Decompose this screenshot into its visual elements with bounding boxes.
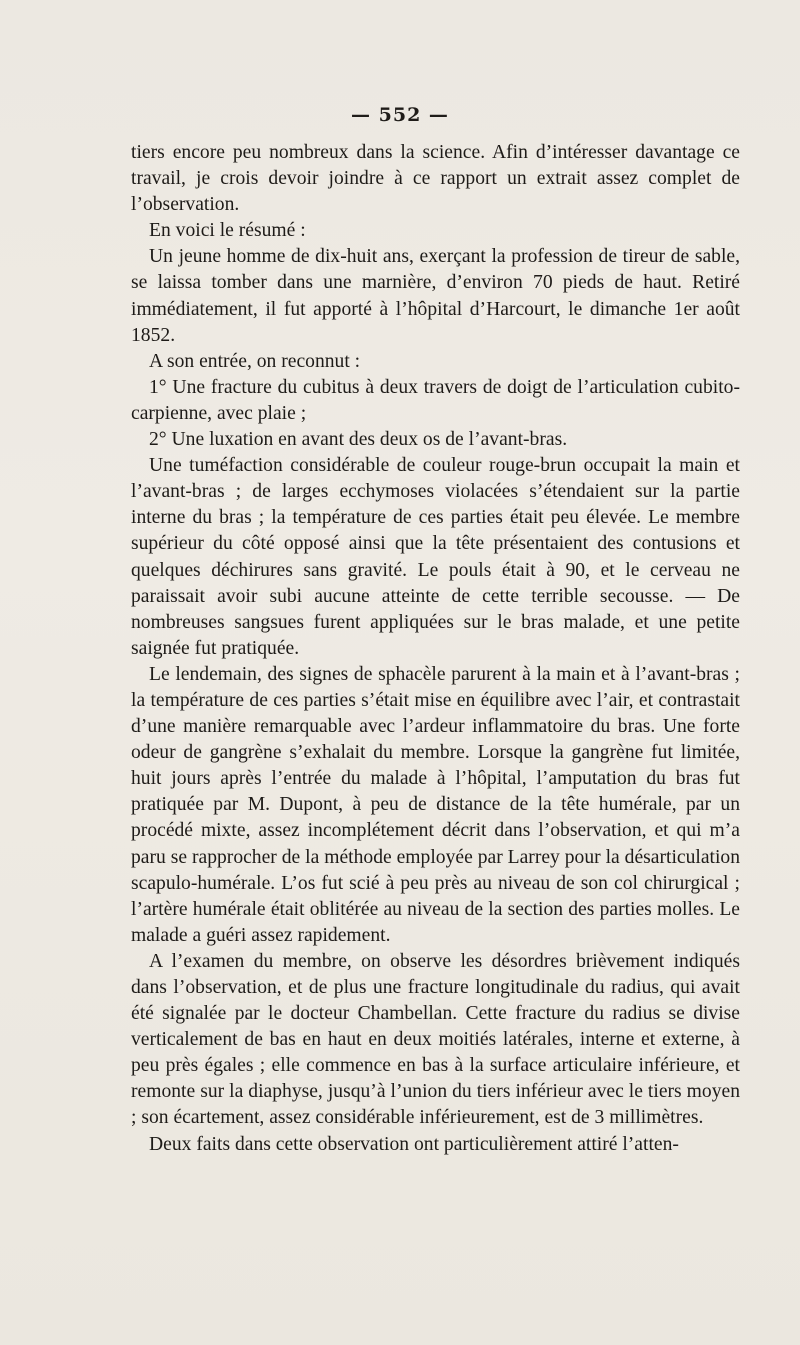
paragraph: Une tuméfaction considérable de couleur rouge-brun occupait la main et l’avant-bras ; de larges ecchymoses violacées s’étendaient sur la partie interne du bras ; la température de ces parties était peu élevée. Le membre supérieur du côté opposé ainsi que la tête présentaient des contusions et quelques déchirures sans gravité. Le pouls était à 90, et le cerveau ne paraissait avoir subi aucune atteinte de cette terrible secousse. — De nombreuses sangsues furent appliquées sur le bras malade, et une petite saignée fut pratiquée.	[131, 455, 740, 659]
paragraph: Deux faits dans cette observation ont particulièrement attiré l’atten-	[149, 1133, 679, 1155]
paragraph: Le lendemain, des signes de sphacèle parurent à la main et à l’avant-bras ; la température de ces parties s’était mise en équilibre avec l’air, et contrastait d’une manière remarquable avec l’ardeur inflammatoire du bras. Une forte odeur de gangrène s’exhalait du membre. Lorsque la gangrène fut limitée, huit jours après l’entrée du malade à l’hôpital, l’amputation du bras fut pratiquée par M. Dupont, à peu de distance de la tête humérale, par un procédé mixte, assez incomplétement décrit dans l’observation, et qui m’a paru se rapprocher de la méthode employée par Larrey pour la désarticulation scapulo-humérale. L’os fut scié à peu près au niveau de son col chirurgical ; l’artère humérale était oblitérée au niveau de la section des parties molles. Le malade a guéri assez rapidement.	[131, 663, 740, 946]
paragraph: tiers encore peu nombreux dans la science. Afin d’intéresser davantage ce travail, je crois devoir joindre à ce rapport un extrait assez complet de l’observation.	[131, 142, 740, 216]
paragraph: Un jeune homme de dix-huit ans, exerçant la profession de tireur de sable, se laissa tomber dans une marnière, d’environ 70 pieds de haut. Retiré immédiatement, il fut apporté à l’hôpital d’Harcourt, le dimanche 1er août 1852.	[131, 246, 740, 346]
paragraph: 1° Une fracture du cubitus à deux travers de doigt de l’articulation cubito-carpienne, avec plaie ;	[131, 376, 740, 424]
paragraph: 2° Une luxation en avant des deux os de l’avant-bras.	[149, 429, 568, 451]
paragraph: A son entrée, on reconnut :	[149, 350, 361, 372]
body-text	[131, 140, 740, 1158]
paragraph: En voici le résumé :	[149, 220, 306, 242]
paragraph: A l’examen du membre, on observe les désordres brièvement indiqués dans l’observation, et de plus une fracture longitudinale du radius, qui avait été signalée par le docteur Chambellan. Cette fracture du radius se divise verticalement de bas en haut en deux moitiés latérales, interne et externe, à peu près égales ; elle commence en bas à la surface articulaire inférieure, et remonte sur la diaphyse, jusqu’à l’union du tiers inférieur avec le tiers moyen ; son écartement, assez considérable inférieurement, est de 3 millimètres.	[131, 950, 740, 1129]
page-number: — 552 —	[351, 104, 449, 126]
